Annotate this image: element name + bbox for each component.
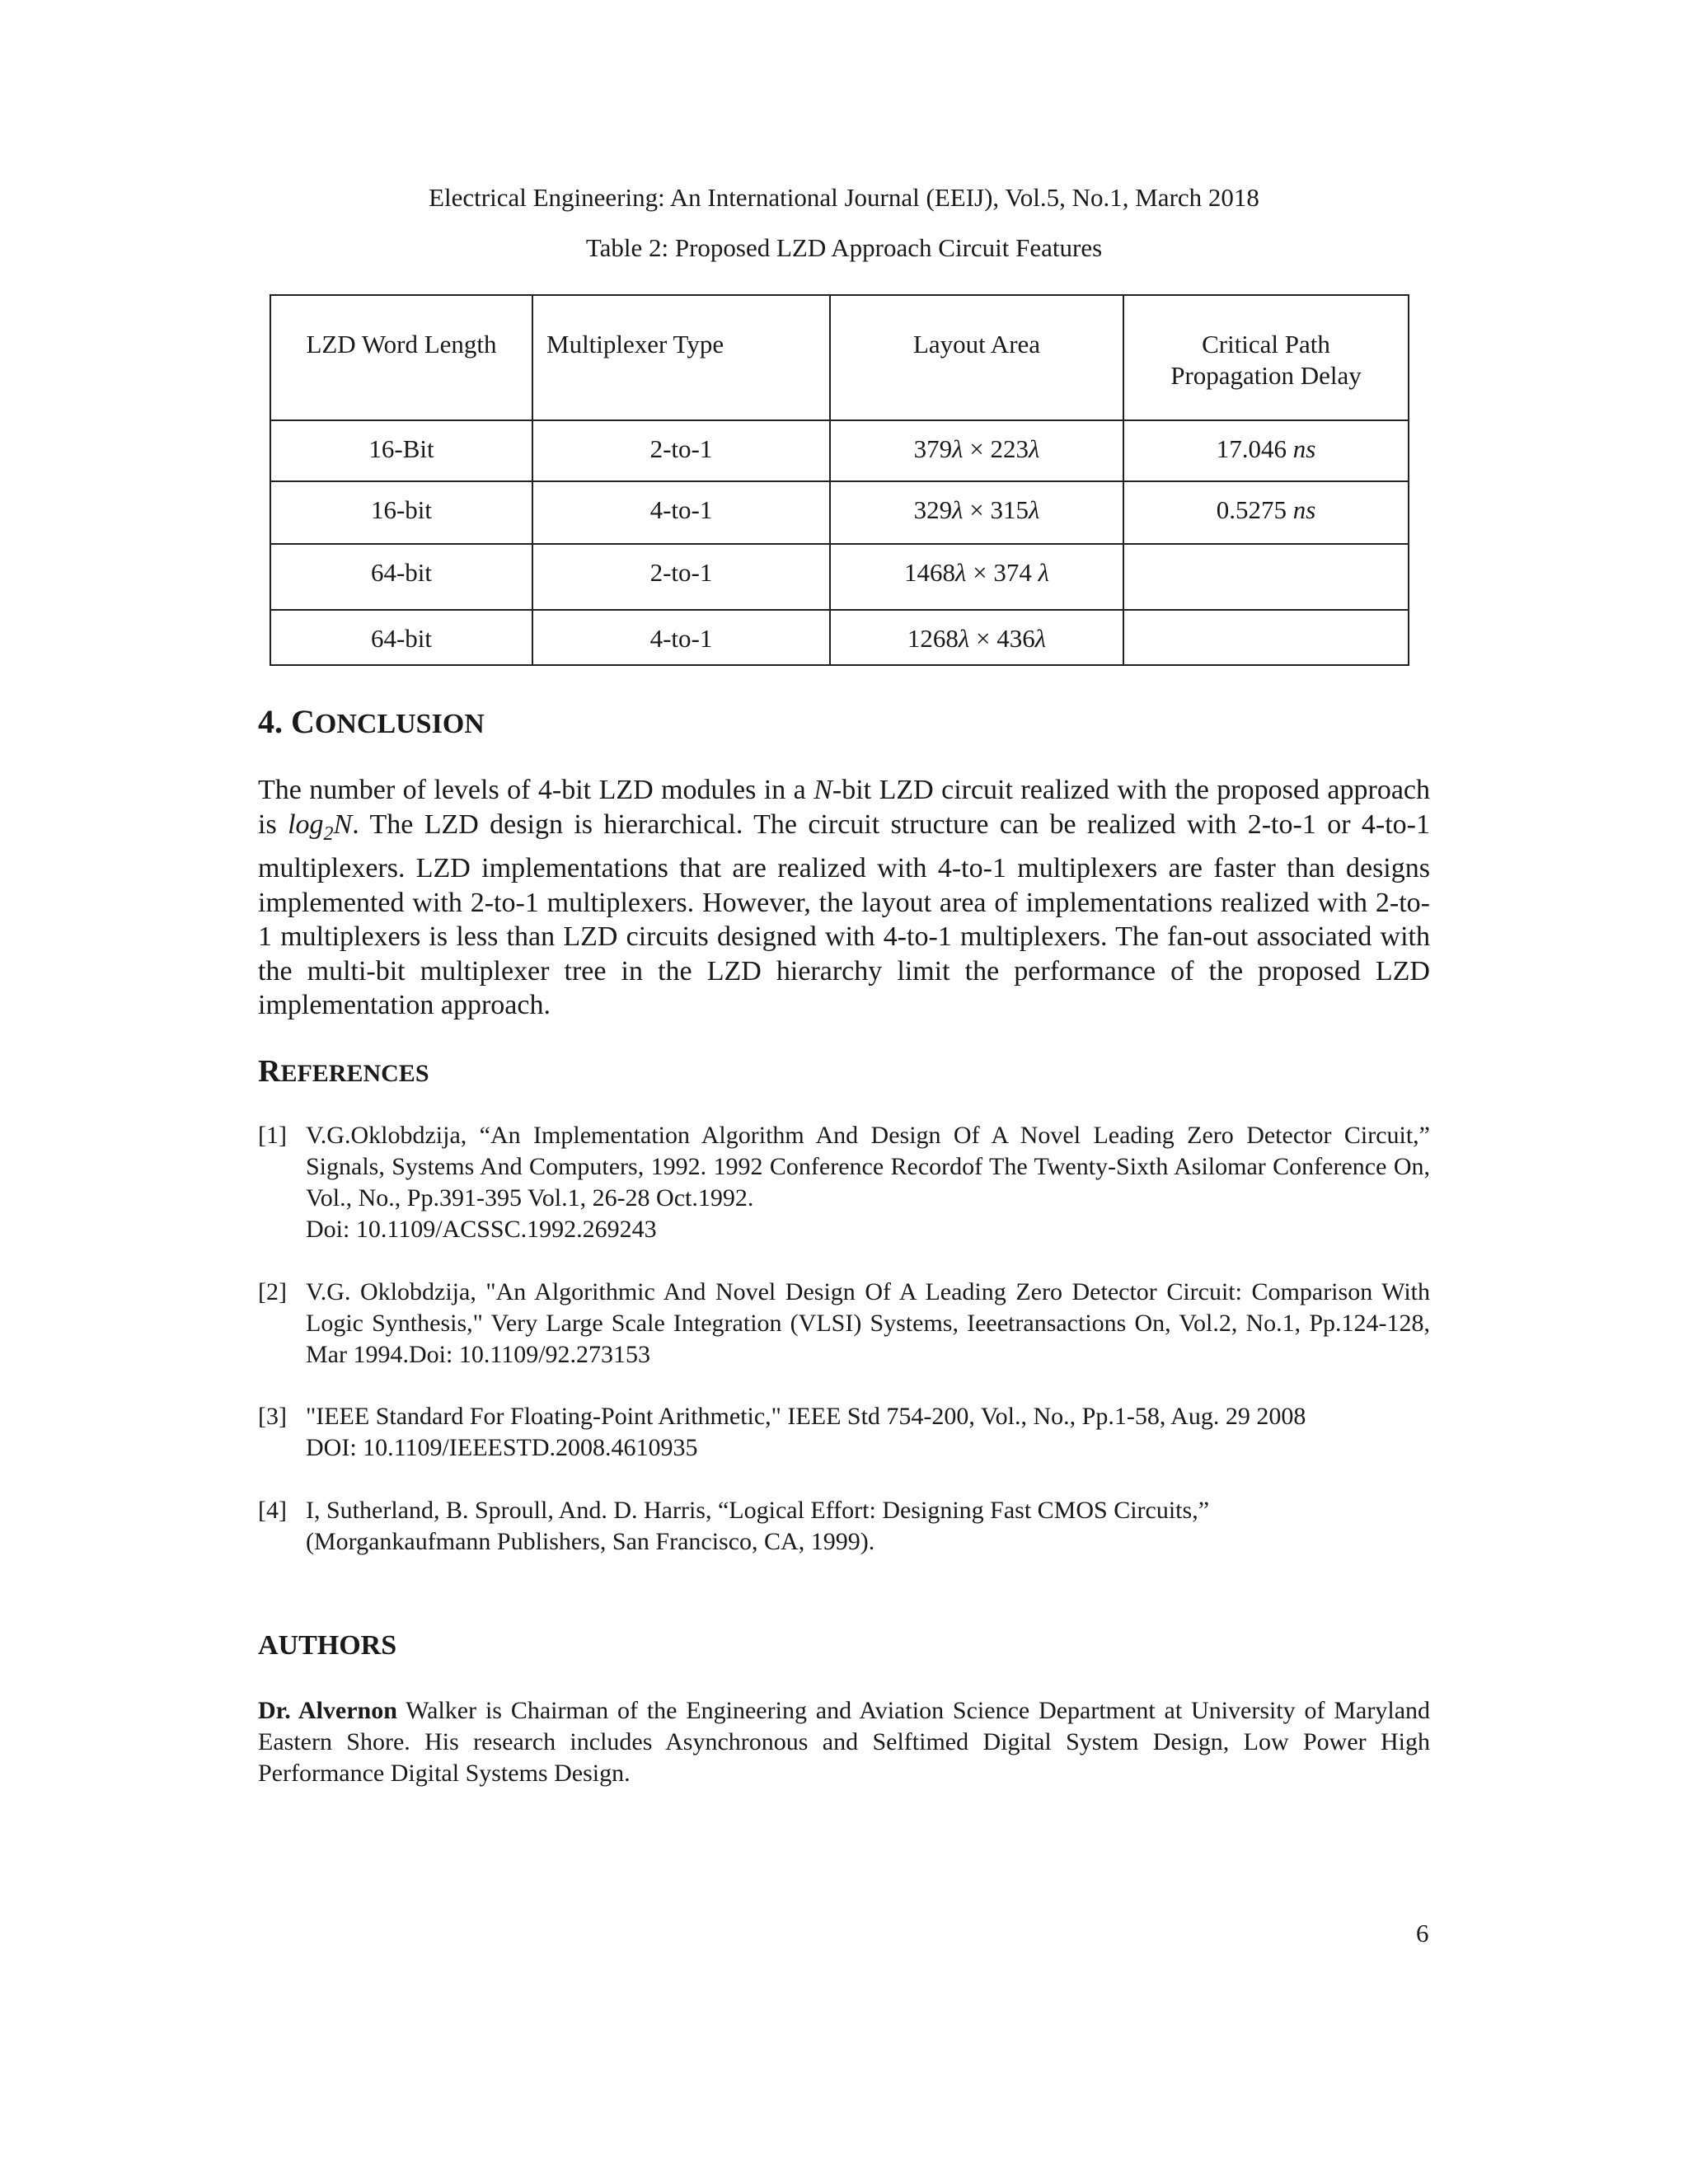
cell-propagation-delay bbox=[1123, 544, 1409, 610]
cell-propagation-delay: 0.5275 ns bbox=[1123, 481, 1409, 544]
table-row bbox=[270, 481, 1409, 544]
column-header-multiplexer-type: Multiplexer Type bbox=[532, 295, 830, 420]
column-header-layout-area: Layout Area bbox=[830, 295, 1123, 420]
cell-propagation-delay: 17.046 ns bbox=[1123, 420, 1409, 481]
table-row bbox=[270, 610, 1409, 665]
cell-layout-area: 1468λ × 374 λ bbox=[830, 544, 1123, 610]
cell-word-length: 64-bit bbox=[270, 544, 532, 610]
cell-word-length: 16-bit bbox=[270, 481, 532, 544]
reference-item: [2] V.G. Oklobdzija, "An Algorithmic And Novel Design Of A Leading Zero Detector Circuit: Comparison With Logic Synthesis," Very Large Scale Integration (VLSI) Systems, Ieeetransactions On, Vol.2, No.1, Pp.124-128, Mar 1994.Doi: 10.1109/92.273153 bbox=[258, 1278, 1430, 1368]
author-bio: Dr. Alvernon Walker is Chairman of the Engineering and Aviation Science Department at University of Maryland Eastern Shore. His research includes Asynchronous and Selftimed Digital System Design, Low Power High Performance Digital Systems Design. bbox=[258, 1697, 1431, 1787]
table-row bbox=[270, 420, 1409, 481]
table-header-row bbox=[270, 295, 1409, 420]
cell-layout-area: 379λ × 223λ bbox=[830, 420, 1123, 481]
cell-word-length: 64-bit bbox=[270, 610, 532, 665]
reference-item: [4] I, Sutherland, B. Sproull, And. D. Harris, “Logical Effort: Designing Fast CMOS Circuits,” (Morgankaufmann Publishers, San Francisco, CA, 1999). bbox=[258, 1497, 1210, 1555]
reference-item: [1] V.G.Oklobdzija, “An Implementation Algorithm And Design Of A Novel Leading Zero Detector Circuit,” Signals, Systems And Computers, 1992. 1992 Conference Recordof The Twenty-Sixth Asilomar Conference On, Vol., No., Pp.391-395 Vol.1, 26-28 Oct.1992. Doi: 10.1109/ACSSC.1992.269243 bbox=[258, 1122, 1430, 1243]
cell-layout-area: 329λ × 315λ bbox=[830, 481, 1123, 544]
conclusion-paragraph: The number of levels of 4-bit LZD modules in a N-bit LZD circuit realized with the proposed approach is $\log_2N$. The LZD design is hierarchical. The circuit structure can be realized with 2-to-1 or 4-to-1 multiplexers. LZD implementations that are realized with 4-to-1 multiplexers are faster than designs implemented with 2-to-1 multiplexers. However, the layout area of implementations realized with 2-to-1 multiplexers is less than LZD circuits designed with 4-to-1 multiplexers. The fan-out associated with the multi-bit multiplexer tree in the LZD hierarchy limit the performance of the proposed LZD implementation approach. bbox=[258, 775, 1430, 1021]
journal-header: Electrical Engineering: An International Journal (EEIJ), Vol.5, No.1, March 2018 bbox=[429, 183, 1259, 212]
page-number: 6 bbox=[1416, 1919, 1429, 1947]
cell-multiplexer-type: 4-to-1 bbox=[532, 481, 830, 544]
cell-propagation-delay bbox=[1123, 610, 1409, 665]
table-caption: Table 2: Proposed LZD Approach Circuit Features bbox=[585, 233, 1103, 262]
column-header-critical-path-delay: Critical Path Propagation Delay bbox=[1123, 295, 1409, 420]
authors-heading: AUTHORS bbox=[258, 1630, 397, 1661]
cell-word-length: 16-Bit bbox=[270, 420, 532, 481]
table-row bbox=[270, 544, 1409, 610]
references-heading: REFERENCES bbox=[258, 1054, 429, 1089]
conclusion-heading: 4. CONCLUSION bbox=[258, 703, 485, 740]
cell-multiplexer-type: 2-to-1 bbox=[532, 420, 830, 481]
circuit-features-table bbox=[270, 294, 1409, 666]
reference-item: [3] "IEEE Standard For Floating-Point Arithmetic," IEEE Std 754-200, Vol., No., Pp.1-58, Aug. 29 2008 DOI: 10.1109/IEEESTD.2008.4610935 bbox=[258, 1403, 1306, 1461]
cell-layout-area: 1268λ × 436λ bbox=[830, 610, 1123, 665]
column-header-word-length: LZD Word Length bbox=[270, 295, 532, 420]
cell-multiplexer-type: 4-to-1 bbox=[532, 610, 830, 665]
cell-multiplexer-type: 2-to-1 bbox=[532, 544, 830, 610]
